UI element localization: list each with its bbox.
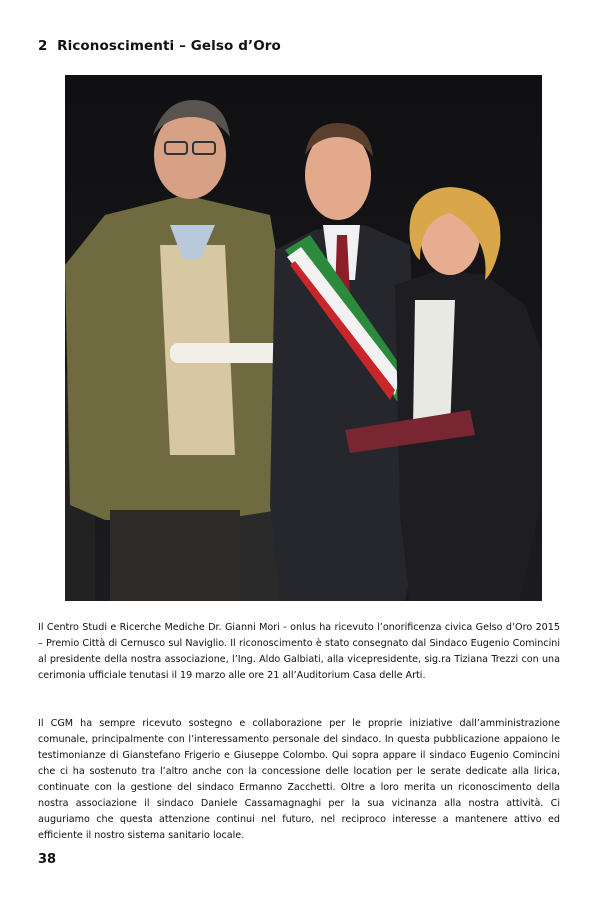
photo-illustration [65,75,542,601]
section-title: Riconoscimenti – Gelso d’Oro [57,38,281,54]
paragraph-award: Il Centro Studi e Ricerche Mediche Dr. Gianni Mori - onlus ha ricevuto l’onorificenza civica Gelso d’Oro 2015 – Premio Città di Cernusco sul Naviglio. Il riconoscimento è stato consegnato dal Sindaco Eugenio Comincini al presidente della nostra associazione, l’Ing. Aldo Galbiati, alla vicepresidente, sig.ra Tiziana Trezzi con una cerimonia ufficiale tenutasi il 19 marzo alle ore 21 all’Auditorium Casa delle Arti. [38,622,560,681]
section-heading [38,38,281,54]
section-number: 2 [38,38,48,54]
page-number: 38 [38,852,57,867]
award-ceremony-photo [65,75,542,601]
paragraph-support: Il CGM ha sempre ricevuto sostegno e collaborazione per le proprie iniziative dall’amministrazione comunale, principalmente con l’interessamento personale del sindaco. In questa pubblicazione appaiono le testimonianze di Gianstefano Frigerio e Giuseppe Colombo. Qui sopra appare il sindaco Eugenio Comincini che ci ha sostenuto tra l’altro anche con la concessione delle location per le serate dedicate alla lirica, continuate con la gestione del sindaco Ermanno Zacchetti. Oltre a loro merita un riconoscimento della nostra associazione il sindaco Daniele Cassamagnaghi per la sua vicinanza alla nostra attività. Ci auguriamo che questa attenzione continui nel futuro, nel reciproco interesse a mantenere attivo ed efficiente il nostro sistema sanitario locale. [38,718,560,841]
